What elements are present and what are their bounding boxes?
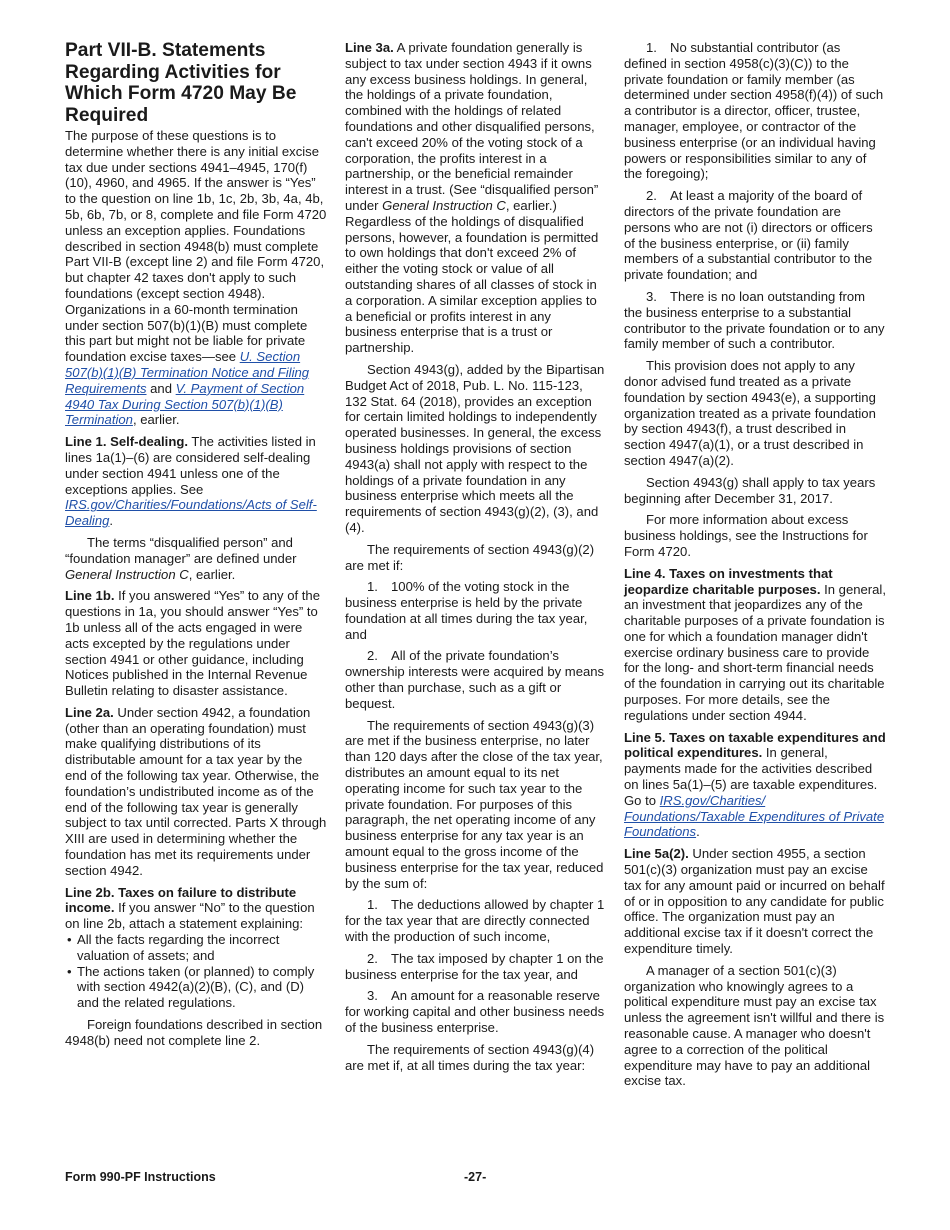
section-4943g-paragraph: Section 4943(g), added by the Bipartisan Budget Act of 2018, Pub. L. No. 115-123, 132 Stat. 64 (2018), provides an exception for certain limited holdings to independently operated businesses. In general, the excess business holdings provisions of section 4943(a) shall not apply with respect to the holdings of a private foundation in any business enterprise which meets all the requirements of section 4943(g)(2), (3), and (4). (345, 361, 605, 535)
bullet-item: • All the facts regarding the incorrect valuation of assets; and (65, 932, 327, 964)
footer-form-name: Form 990-PF Instructions (65, 1170, 216, 1184)
line4-heading: Line 4. Taxes on investments that jeopardize charitable purposes. (624, 565, 833, 597)
line2a-heading: Line 2a. (65, 704, 114, 720)
requirements-g2-paragraph: The requirements of section 4943(g)(2) are met if: (345, 541, 595, 573)
link-acts-of-self-dealing[interactable]: IRS.gov/Charities/Foundations/Acts of Self-Dealing (65, 497, 317, 529)
requirements-g3-paragraph: The requirements of section 4943(g)(3) are met if the business enterprise, no later than 120 days after the close of the tax year, distributes an amount equal to its net operating income for such tax year to the private foundation. For purposes of this paragraph, the net operating income of any business enterprise for any tax year is an amount equal to the gross income of the business enterprise for the tax year, reduced by the sum of: (345, 717, 604, 891)
line4-paragraph: Line 4. Taxes on investments that jeopardize charitable purposes. In general, an investment that jeopardizes any of the charitable purposes of a private foundation is one for which a foundation manager didn't exercise ordinary business care to provide for the long- and short-term financial needs of the foundation in carrying out its charitable purposes. For more details, see the regulations under section 4944. (624, 565, 886, 723)
list-item: 2. The tax imposed by chapter 1 on the business enterprise for the tax year, and (345, 950, 604, 982)
requirements-g4-paragraph: The requirements of section 4943(g)(4) are met if, at all times during the tax year: (345, 1041, 595, 1073)
line2b-heading: Line 2b. Taxes on failure to distribute income. (65, 884, 297, 916)
list-item: 2. At least a majority of the board of directors of the private foundation are persons who are not (i) directors or officers of the business enterprise, or (ii) family members of a substantial contributor to the private foundation; and (624, 188, 873, 283)
link-section-507-termination[interactable]: U. Section 507(b)(1)(B) Termination Notice and Filing Requirements (65, 349, 310, 396)
list-item: 1. The deductions allowed by chapter 1 for the tax year that are directly connected with the production of such income, (345, 897, 605, 945)
line5-paragraph: Line 5. Taxes on taxable expenditures and political expenditures. In general, payments made for the activities described on lines 5a(1)–(5) are taxable expenditures. Go to IRS.gov/Charities/ Foundations/Taxable Expenditures of Private Foundations. (624, 729, 886, 840)
foreign-foundations-paragraph: Foreign foundations described in section 4948(b) need not complete line 2. (65, 1017, 323, 1048)
list-item: 1. 100% of the voting stock in the business enterprise is held by the private foundation at all times during the tax year, and (345, 579, 588, 642)
line1b-heading: Line 1b. (65, 588, 115, 604)
bullet-item: • The actions taken (or planned) to comply with section 4942(a)(2)(B), (C), and (D) and the related regulations. (65, 964, 327, 1011)
line3a-paragraph: Line 3a. A private foundation generally is subject to tax under section 4943 if it owns any excess business holdings. In general, the holdings of a private foundation, combined with the holdings of related foundations and other disqualified persons, can't exceed 20% of the voting stock of a corporation, the profits interest in a partnership, or the beneficial remainder interest in a trust. (See “disqualified person” under General Instruction C, earlier.) Regardless of the holdings of disqualified persons, however, a foundation is permitted to own holdings that don't exceed 2% of either the voting stock or value of all outstanding shares of all classes of stock in a corporation. A similar exception applies to a beneficial or profits interest in any business enterprise that is a trust or partnership. (345, 40, 599, 356)
line5a2-heading: Line 5a(2). (624, 846, 689, 862)
list-item: 3. An amount for a reasonable reserve for working capital and other business needs of the business enterprise. (345, 988, 605, 1036)
terms-paragraph: The terms “disqualified person” and “foundation manager” are defined under General Instruction C, earlier. (65, 534, 297, 582)
footer-page-number: -27- (464, 1170, 487, 1184)
intro-paragraph: The purpose of these questions is to determine whether there is any initial excise tax due under sections 4941–4945, 170(f)(10), 4960, and 4965. If the answer is “Yes” to the question on line 1b, 1c, 2b, 3b, 4a, 4b, 5b, 6b, 7b, or 8, complete and file Form 4720 unless an exception applies. Foundations described in section 4948(b) must complete Part VII-B (except line 2) and file Form 4720, but chapter 42 taxes don't apply to such foundations (except section 4948). Organizations in a 60-month termination under section 507(b)(1)(B) must complete this part but might not be liable for private foundation excise taxes—see U. Section 507(b)(1)(B) Termination Notice and Filing Requirements and V. Payment of Section 4940 Tax During Section 507(b)(1)(B) Termination, earlier. (65, 128, 327, 428)
line2b-paragraph: Line 2b. Taxes on failure to distribute income. If you answer “No” to the question on line 2b, attach a statement explaining: (65, 884, 315, 932)
manager-paragraph: A manager of a section 501(c)(3) organization who knowingly agrees to a political expenditure must pay an excise tax unless the agreement isn't willful and there is reasonable cause. A manager who doesn't agree to a correction of the political expenditure may have to pay an additional excise tax. (624, 962, 885, 1089)
column-left (65, 40, 327, 1055)
line5a2-paragraph: Line 5a(2). Under section 4955, a section 501(c)(3) organization must pay an excise tax for any amount paid or incurred on behalf of or in opposition to any candidate for public office. The organization must pay an additional excise tax if it doesn't correct the expenditure timely. (624, 846, 885, 957)
column-middle (345, 40, 605, 1079)
line3a-heading: Line 3a. (345, 40, 394, 55)
link-payment-section-4940[interactable]: V. Payment of Section 4940 Tax During Section 507(b)(1)(B) Termination (65, 380, 305, 428)
list-item: 2. All of the private foundation’s ownership interests were acquired by means other than purchase, such as a gift or bequest. (345, 648, 605, 711)
line1-heading: Line 1. Self-dealing. (65, 434, 188, 450)
link-taxable-expenditures[interactable]: IRS.gov/Charities/ Foundations/Taxable Expenditures of Private Foundations (624, 792, 885, 840)
line1-paragraph: Line 1. Self-dealing. The activities listed in lines 1a(1)–(6) are considered self-dealing under section 4941 unless one of the exceptions applies. See IRS.gov/Charities/Foundations/Acts of Self-Dealing. (65, 434, 317, 529)
more-info-paragraph: For more information about excess business holdings, see the Instructions for Form 4720. (624, 512, 868, 559)
apply-paragraph: Section 4943(g) shall apply to tax years beginning after December 31, 2017. (624, 474, 876, 506)
section-title: Part VII-B. Statements Regarding Activities for Which Form 4720 May Be Required (65, 40, 297, 126)
column-right (624, 40, 886, 1095)
provision-paragraph: This provision does not apply to any donor advised fund treated as a private foundation by section 4943(e), a supporting organization treated as a private foundation by section 4943(f), a trust described in section 4947(a)(1), or a trust described in section 4947(a)(2). (624, 358, 876, 468)
list-item: 3. There is no loan outstanding from the business enterprise to a substantial contributor to the private foundation or to any family member of such a contributor. (624, 288, 885, 352)
list-item: 1. No substantial contributor (as defined in section 4958(c)(3)(C)) to the private foundation or family member (as determined under section 4958(f)(4)) of such a contributor is a director, officer, trustee, manager, employee, or contractor of the business enterprise (or an individual having powers or responsibilities similar to any of the foregoing); (624, 40, 884, 182)
line1b-paragraph: Line 1b. If you answered “Yes” to any of the questions in 1a, you should answer “Yes” to 1b unless all of the acts engaged in were acts excepted by the regulations under section 4941 or other guidance, including Notices published in the Internal Revenue Bulletin relating to disaster assistance. (65, 588, 320, 699)
line5-heading: Line 5. Taxes on taxable expenditures and political expenditures. (624, 729, 886, 761)
line2a-paragraph: Line 2a. Under section 4942, a foundation (other than an operating foundation) must make qualifying distributions of its distributable amount for a tax year by the end of the following tax year. Otherwise, the foundation’s undistributed income as of the end of the following tax year is generally subject to tax until corrected. Parts X through XIII are used in determining whether the foundation has met its requirements under section 4942. (65, 704, 327, 878)
